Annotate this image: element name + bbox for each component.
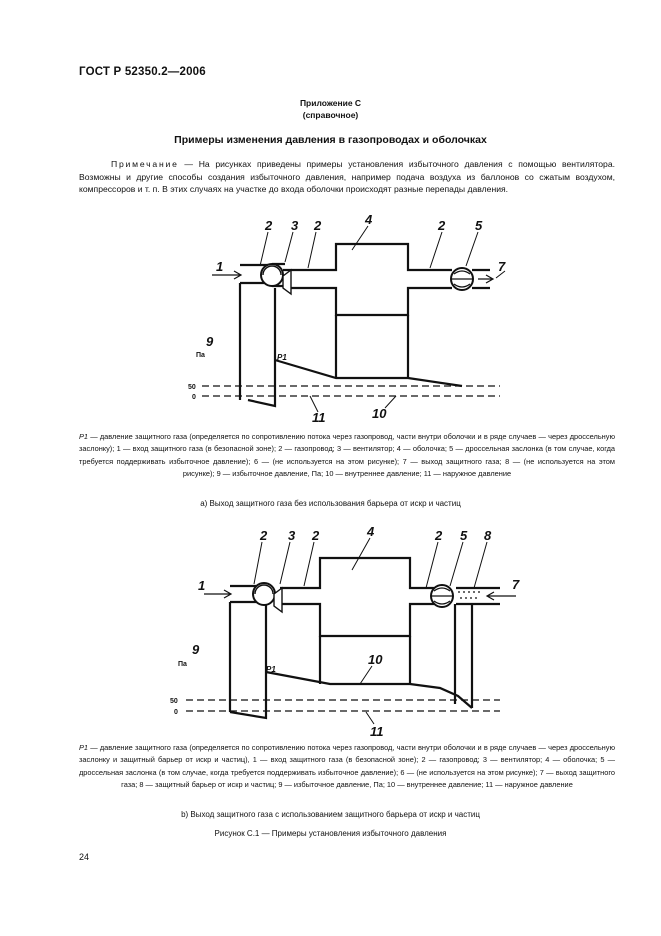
diagram-b-left-column [230, 604, 266, 718]
diagram-b-p1: P1 [266, 665, 276, 674]
diagram-b-label-7: 7 [512, 577, 520, 592]
page-number: 24 [79, 852, 90, 862]
diagram-b-label-9: 9 [192, 642, 200, 657]
diagram-a-label-3: 3 [291, 218, 299, 233]
annex-subtitle: (справочное) [302, 110, 359, 120]
legend-b-p1: P1 [79, 743, 89, 752]
diagram-a-label-4: 4 [365, 212, 373, 227]
legend-a-p1: P1 [79, 432, 89, 441]
diagram-b-label-3: 3 [288, 528, 296, 543]
diagram-b-duct [280, 558, 440, 636]
diagram-b-label-5: 5 [460, 528, 468, 543]
diagram-b-pa-unit: Па [178, 661, 187, 668]
diagram-b-label-2c: 2 [435, 528, 443, 543]
diagram-b-outlet-arrow [487, 592, 516, 600]
diagram-b-label-2b: 2 [312, 528, 320, 543]
diagram-b-spark-barrier [458, 592, 480, 598]
diagram-b-label-4: 4 [367, 524, 375, 539]
diagram-a-label-1: 1 [216, 259, 224, 274]
diagram-a-label-5: 5 [475, 218, 483, 233]
diagram-a-p1: P1 [277, 353, 287, 362]
caption-b: b) Выход защитного газа с использованием защитного барьера от искр и частиц [181, 810, 480, 819]
caption-a: а) Выход защитного газа без использования барьера от искр и частиц [200, 499, 461, 508]
diagram-a-label-2c: 2 [438, 218, 446, 233]
diagram-b-fan [253, 583, 275, 605]
diagram-b-inlet-pipe [230, 586, 262, 712]
figure-title: Рисунок С.1 — Примеры установления избыточного давления [214, 829, 447, 838]
diagram-a-pa-unit: Па [196, 352, 205, 359]
diagram-b-right-column [455, 604, 472, 708]
diagram-b-label-11: 11 [370, 724, 384, 739]
legend-a-text: — давление защитного газа (определяется по сопротивлению потока через газопровод, части внутри оболочки и в ряде случаев — через дроссельную заслонку); 1 — вход защитного газа (в безопасной зоне); 2 — газопровод; 3 — вентилятор; 4 — оболочка; 5 — дроссельная заслонка (в том случае, когда требуется поддерживать избыточное давление); 6 — (не используется на этом рисунке); 7 — выход защитного газа; 8 — (не используется на этом рисунке); 9 — избыточное давление, Па; 10 — внутреннее давление; 11 — наружное давление [79, 432, 615, 479]
diagram-b-label-8: 8 [484, 528, 492, 543]
note-text: — На рисунках приведены примеры установления избыточного давления с помощью вентилятора. Возможны и другие способы создания избыточного давления, например подача воздуха из баллонов со сжатым воздухом, компрессоров и т. п. В этих случаях на участке до входа оболочки происходят разные перепады давления. [79, 159, 615, 195]
diagram-b-label-2a: 2 [260, 528, 268, 543]
annex-title: Приложение С [299, 98, 362, 108]
legend-b-text: — давление защитного газа (определяется по сопротивлению потока через газопровод, части внутри оболочки и в ряде случаев — через дроссельную заслонку и защитный барьер от искр и частиц), 1 — вход защитного газа (в безопасной зоне); 2 — газопровод; 3 — вентилятор; 4 — оболочка; 5 — дроссельная заслонка (в том случае, когда требуется поддерживать избыточное давление); 6 — (не используется на этом рисунке); 7 — выход защитного газа; 8 — защитный барьер от искр и частиц; 9 — избыточное давление, Па; 10 — внутреннее давление; 11 — наружное давление [79, 743, 615, 790]
diagram-b-val-0: 0 [174, 709, 178, 716]
diagram-a-val-50: 50 [188, 384, 196, 391]
diagram-a-val-0: 0 [192, 394, 196, 401]
diagram-b-inlet-arrow [204, 590, 231, 598]
diagram-a-label-7: 7 [498, 259, 506, 274]
diagram-b-internal-curve [266, 672, 472, 708]
section-title: Примеры изменения давления в газопроводах и оболочках [174, 134, 487, 146]
diagram-a-label-2a: 2 [265, 218, 273, 233]
legend-b [79, 742, 615, 792]
diagram-a-label-9: 9 [206, 334, 214, 349]
diagram-b-val-50: 50 [170, 698, 178, 705]
document-header: ГОСТ Р 52350.2—2006 [79, 66, 206, 78]
diagram-a-label-2b: 2 [314, 218, 322, 233]
diagram-a-label-10: 10 [372, 406, 387, 421]
diagram-b-leader-lines [254, 538, 487, 724]
note-label: Примечание [111, 159, 179, 169]
diagram-a-label-11: 11 [312, 410, 326, 425]
diagram-b-label-10: 10 [368, 652, 383, 667]
diagram-b-label-1: 1 [198, 578, 206, 593]
